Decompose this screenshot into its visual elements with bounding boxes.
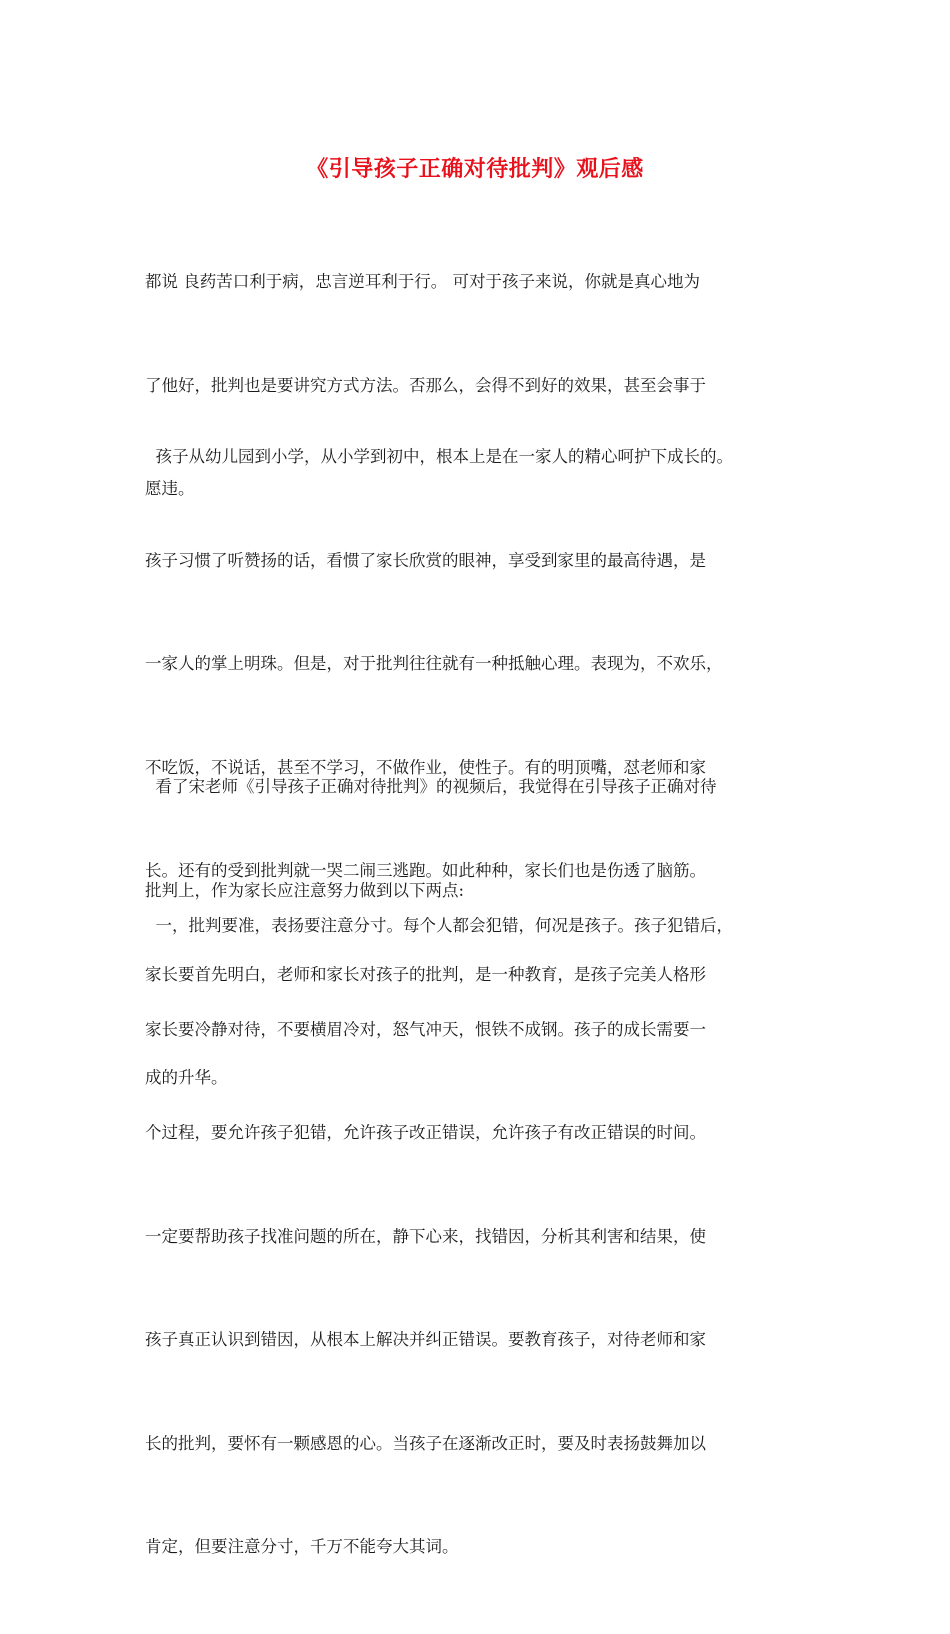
paragraph-line: 长。还有的受到批判就一哭二闹三逃跑。如此种种，家长们也是伤透了脑筋。 (145, 861, 706, 880)
paragraph-line: 个过程，要允许孩子犯错，允许孩子改正错误，允许孩子有改正错误的时间。 (145, 1123, 706, 1142)
paragraph-line: 孩子真正认识到错因，从根本上解决并纠正错误。要教育孩子，对待老师和家 (145, 1330, 706, 1349)
paragraph-line: 孩子从幼儿园到小学，从小学到初中，根本上是在一家人的精心呵护下成长的。 (145, 447, 733, 466)
paragraph-line: 长的批判，要怀有一颗感恩的心。当孩子在逐渐改正时，要及时表扬鼓舞加以 (145, 1433, 706, 1453)
paragraph-line: 肯定，但要注意分寸，千万不能夸大其词。 (145, 1537, 459, 1556)
paragraph-line: 孩子习惯了听赞扬的话，看惯了家长欣赏的眼神，享受到家里的最高待遇，是 (145, 550, 706, 570)
paragraph-line: 一，批判要准，表扬要注意分寸。每个人都会犯错，何况是孩子。孩子犯错后， (145, 916, 733, 935)
document-title: 《引导孩子正确对待批判》观后感 (306, 156, 644, 182)
paragraph-line: 批判上，作为家长应注意努力做到以下两点: (145, 880, 465, 900)
paragraph-line: 了他好，批判也是要讲究方式方法。否那么，会得不到好的效果，甚至会事于 (145, 375, 706, 395)
paragraph-line: 一定要帮助孩子找准问题的所在，静下心来，找错因，分析其利害和结果，使 (145, 1226, 706, 1246)
paragraph-line: 成的升华。 (145, 1068, 228, 1087)
paragraph-line: 都说 良药苦口利于病，忠言逆耳利于行。 可对于孩子来说，你就是真心地为 (145, 272, 700, 291)
paragraph-line: 不吃饭，不说话，甚至不学习，不做作业，使性子。有的明顶嘴，怼老师和家 (145, 757, 706, 777)
paragraph-line: 家长要冷静对待，不要横眉冷对，怒气冲天，恨铁不成钢。孩子的成长需要一 (145, 1019, 706, 1039)
paragraph-line: 愿违。 (145, 479, 195, 498)
paragraph-line: 一家人的掌上明珠。但是，对于批判往往就有一种抵触心理。表现为，不欢乐， (145, 654, 723, 673)
paragraph-line: 家长要首先明白，老师和家长对孩子的批判，是一种教育，是孩子完美人格形 (145, 964, 706, 984)
paragraph-line: 看了宋老师《引导孩子正确对待批判》的视频后，我觉得在引导孩子正确对待 (145, 777, 717, 796)
paragraph-4 (145, 840, 845, 1634)
